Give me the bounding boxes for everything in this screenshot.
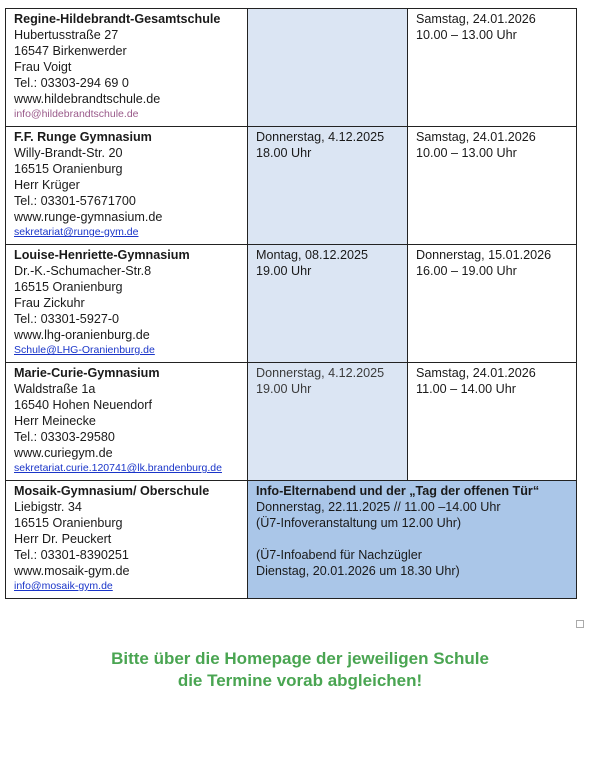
school-city: 16540 Hohen Neuendorf (14, 398, 152, 412)
school-city: 16547 Birkenwerder (14, 44, 127, 58)
school-phone: Tel.: 03301-8390251 (14, 548, 129, 562)
elternabend-cell (248, 127, 408, 245)
school-name: Mosaik-Gymnasium/ Oberschule (14, 484, 210, 498)
open-day-time: 10.00 – 13.00 Uhr (416, 146, 517, 160)
elternabend-time: 19.00 Uhr (256, 382, 312, 396)
school-info-cell (6, 481, 248, 599)
school-street: Dr.-K.-Schumacher-Str.8 (14, 264, 152, 278)
elternabend-date: Donnerstag, 4.12.2025 (256, 366, 385, 380)
school-city: 16515 Oranienburg (14, 280, 123, 294)
school-info-cell (6, 245, 248, 363)
school-info-cell (6, 363, 248, 481)
school-city: 16515 Oranienburg (14, 162, 123, 176)
school-street: Hubertusstraße 27 (14, 28, 119, 42)
school-email-link[interactable]: Schule@LHG-Oranienburg.de (14, 344, 155, 356)
school-website: www.curiegym.de (14, 446, 113, 460)
tag-offene-tuer-cell (408, 363, 577, 481)
school-contact: Frau Zickuhr (14, 296, 85, 310)
school-name: Louise-Henriette-Gymnasium (14, 248, 190, 262)
combined-event-info: (Ü7-Infoveranstaltung um 12.00 Uhr) (256, 516, 462, 530)
elternabend-date: Montag, 08.12.2025 (256, 248, 369, 262)
late-info-evening-title: (Ü7-Infoabend für Nachzügler (256, 548, 422, 562)
school-email-link[interactable]: sekretariat@runge-gym.de (14, 226, 139, 238)
school-phone: Tel.: 03303-29580 (14, 430, 115, 444)
table-row (6, 245, 577, 363)
school-phone: Tel.: 03301-5927-0 (14, 312, 120, 326)
open-day-date: Donnerstag, 15.01.2026 (416, 248, 552, 262)
school-email-link[interactable]: sekretariat.curie.120741@lk.brandenburg.de (14, 462, 222, 474)
spacer (256, 531, 569, 547)
reminder-note (0, 648, 600, 692)
elternabend-cell (248, 9, 408, 127)
school-street: Willy-Brandt-Str. 20 (14, 146, 123, 160)
school-name: Regine-Hildebrandt-Gesamtschule (14, 12, 221, 26)
school-website: www.hildebrandtschule.de (14, 92, 161, 106)
late-info-evening-date: Dienstag, 20.01.2026 um 18.30 Uhr) (256, 564, 460, 578)
table-row (6, 481, 577, 599)
combined-event-date: Donnerstag, 22.11.2025 // 11.00 –14.00 Uhr (256, 500, 501, 514)
elternabend-date: Donnerstag, 4.12.2025 (256, 130, 385, 144)
reminder-line-2: die Termine vorab abgleichen! (177, 671, 423, 690)
school-website: www.lhg-oranienburg.de (14, 328, 150, 342)
school-street: Liebigstr. 34 (14, 500, 82, 514)
school-info-cell (6, 9, 248, 127)
combined-event-title: Info-Elternabend und der „Tag der offenen Tür“ (256, 484, 540, 498)
table-row (6, 127, 577, 245)
school-city: 16515 Oranienburg (14, 516, 123, 530)
school-name: Marie-Curie-Gymnasium (14, 366, 160, 380)
elternabend-cell (248, 363, 408, 481)
school-phone: Tel.: 03303-294 69 0 (14, 76, 129, 90)
school-schedule-table (5, 8, 577, 599)
open-day-date: Samstag, 24.01.2026 (416, 12, 536, 26)
tag-offene-tuer-cell (408, 9, 577, 127)
open-day-time: 10.00 – 13.00 Uhr (416, 28, 517, 42)
table-row (6, 9, 577, 127)
school-contact: Herr Dr. Peuckert (14, 532, 112, 546)
elternabend-time: 18.00 Uhr (256, 146, 312, 160)
school-street: Waldstraße 1a (14, 382, 96, 396)
table-row (6, 363, 577, 481)
open-day-time: 16.00 – 19.00 Uhr (416, 264, 517, 278)
school-website: www.mosaik-gym.de (14, 564, 130, 578)
table-resize-handle[interactable] (576, 620, 584, 628)
school-name: F.F. Runge Gymnasium (14, 130, 152, 144)
elternabend-cell (248, 245, 408, 363)
tag-offene-tuer-cell (408, 245, 577, 363)
open-day-date: Samstag, 24.01.2026 (416, 366, 536, 380)
school-contact: Herr Krüger (14, 178, 80, 192)
school-email-link[interactable]: info@hildebrandtschule.de (14, 108, 139, 120)
school-phone: Tel.: 03301-57671700 (14, 194, 136, 208)
school-website: www.runge-gymnasium.de (14, 210, 163, 224)
open-day-date: Samstag, 24.01.2026 (416, 130, 536, 144)
school-email-link[interactable]: info@mosaik-gym.de (14, 580, 113, 592)
combined-events-cell (248, 481, 577, 599)
reminder-line-1: Bitte über die Homepage der jeweiligen Schule (111, 649, 489, 668)
elternabend-time: 19.00 Uhr (256, 264, 312, 278)
open-day-time: 11.00 – 14.00 Uhr (416, 382, 516, 396)
school-info-cell (6, 127, 248, 245)
school-contact: Herr Meinecke (14, 414, 96, 428)
school-contact: Frau Voigt (14, 60, 72, 74)
tag-offene-tuer-cell (408, 127, 577, 245)
